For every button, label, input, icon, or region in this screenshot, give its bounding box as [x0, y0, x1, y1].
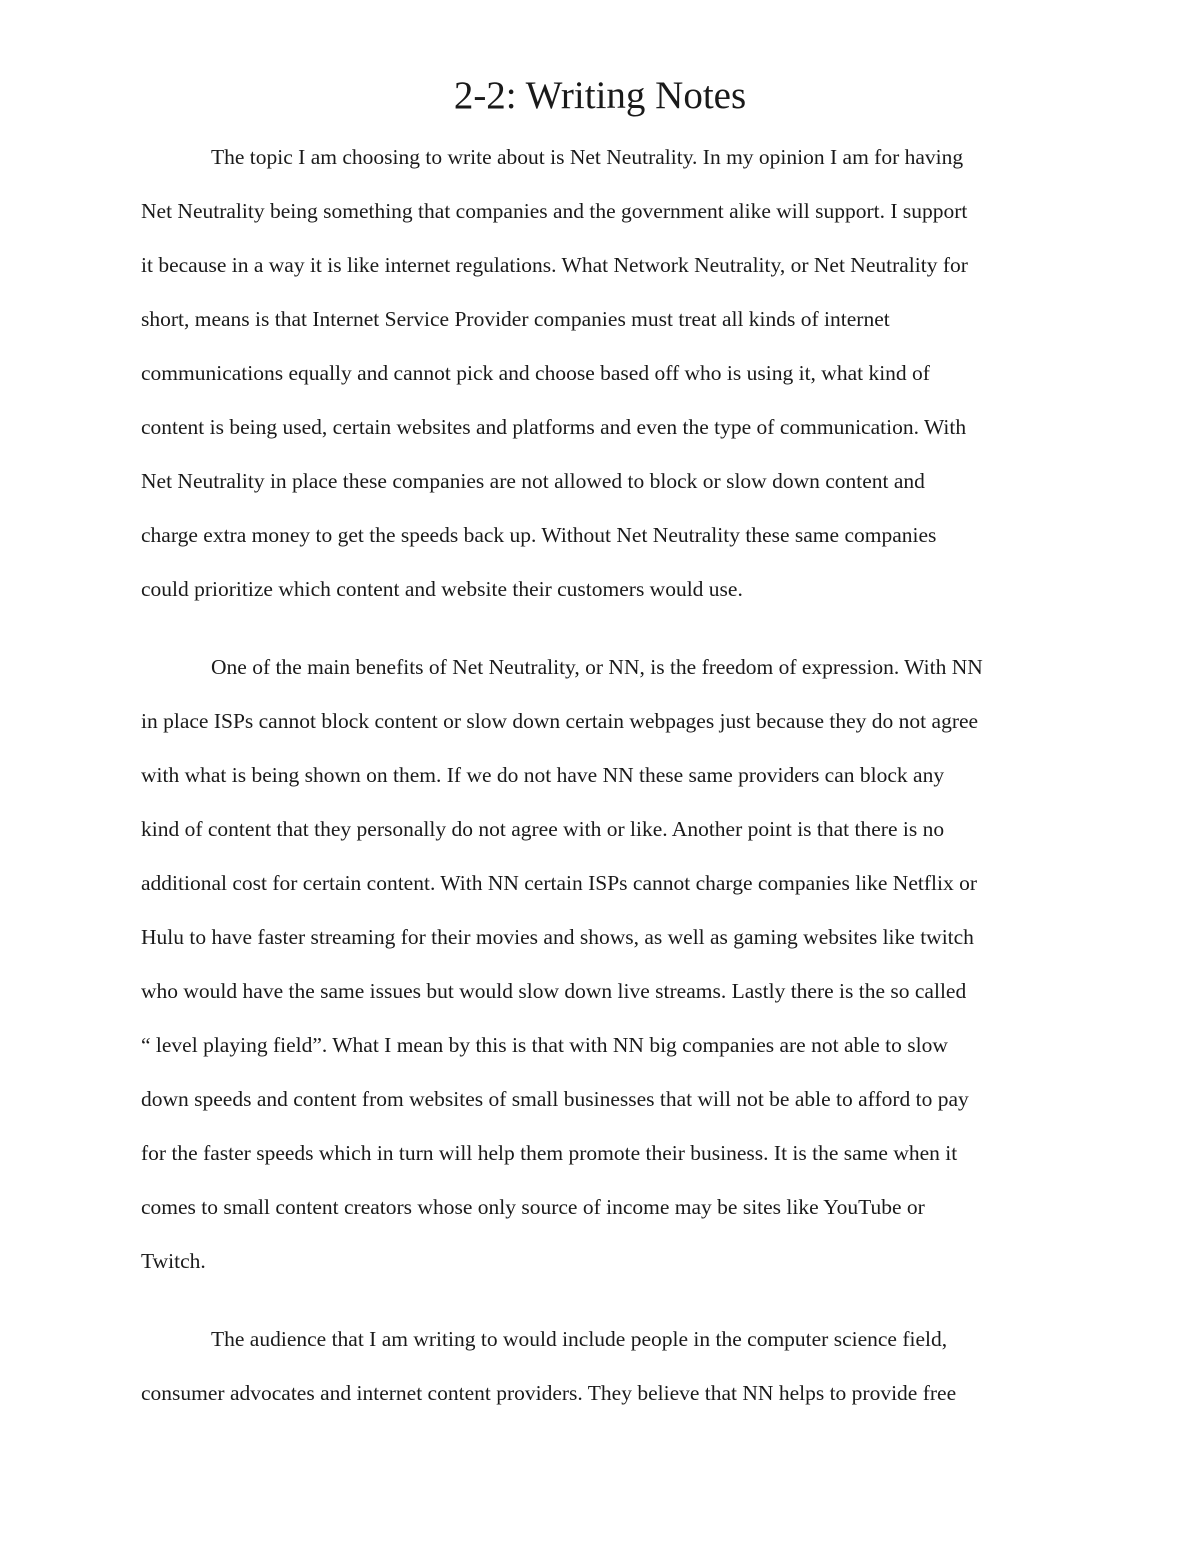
document-body [141, 130, 1061, 1444]
text-line: kind of content that they personally do not agree with or like. Another point is that there is no [141, 817, 945, 841]
text-line: Hulu to have faster streaming for their movies and shows, as well as gaming websites like twitch [141, 925, 974, 949]
text-line: One of the main benefits of Net Neutrality, or NN, is the freedom of expression. With NN [211, 655, 983, 679]
text-line: with what is being shown on them. If we do not have NN these same providers can block any [141, 763, 945, 787]
text-line: content is being used, certain websites and platforms and even the type of communication. With [141, 415, 967, 439]
text-line: The audience that I am writing to would include people in the computer science field, [211, 1327, 948, 1351]
text-line: comes to small content creators whose only source of income may be sites like YouTube or [141, 1195, 925, 1219]
text-line: it because in a way it is like internet regulations. What Network Neutrality, or Net Neutrality for [141, 253, 968, 277]
text-line: The topic I am choosing to write about is Net Neutrality. In my opinion I am for having [211, 145, 964, 169]
paragraph-audience [141, 1312, 1061, 1420]
text-line: communications equally and cannot pick and choose based off who is using it, what kind of [141, 361, 930, 385]
text-line: charge extra money to get the speeds back up. Without Net Neutrality these same companies [141, 523, 937, 547]
text-line: could prioritize which content and website their customers would use. [141, 577, 743, 601]
text-line: short, means is that Internet Service Provider companies must treat all kinds of internet [141, 307, 890, 331]
text-line: in place ISPs cannot block content or slow down certain webpages just because they do not agree [141, 709, 979, 733]
text-line: additional cost for certain content. With NN certain ISPs cannot charge companies like Netflix or [141, 871, 977, 895]
text-line: down speeds and content from websites of small businesses that will not be able to afford to pay [141, 1087, 969, 1111]
paragraph-topic [141, 130, 1061, 616]
text-line: Net Neutrality being something that companies and the government alike will support. I support [141, 199, 968, 223]
text-line: who would have the same issues but would slow down live streams. Lastly there is the so called [141, 979, 967, 1003]
text-line: Twitch. [141, 1249, 206, 1273]
text-line: for the faster speeds which in turn will help them promote their business. It is the same when it [141, 1141, 958, 1165]
text-line: consumer advocates and internet content providers. They believe that NN helps to provide free [141, 1381, 957, 1405]
paragraph-benefits [141, 640, 1061, 1288]
document-title: 2-2: Writing Notes [453, 74, 747, 117]
text-line: “ level playing field”. What I mean by this is that with NN big companies are not able to slow [141, 1033, 948, 1057]
text-line: Net Neutrality in place these companies are not allowed to block or slow down content and [141, 469, 925, 493]
